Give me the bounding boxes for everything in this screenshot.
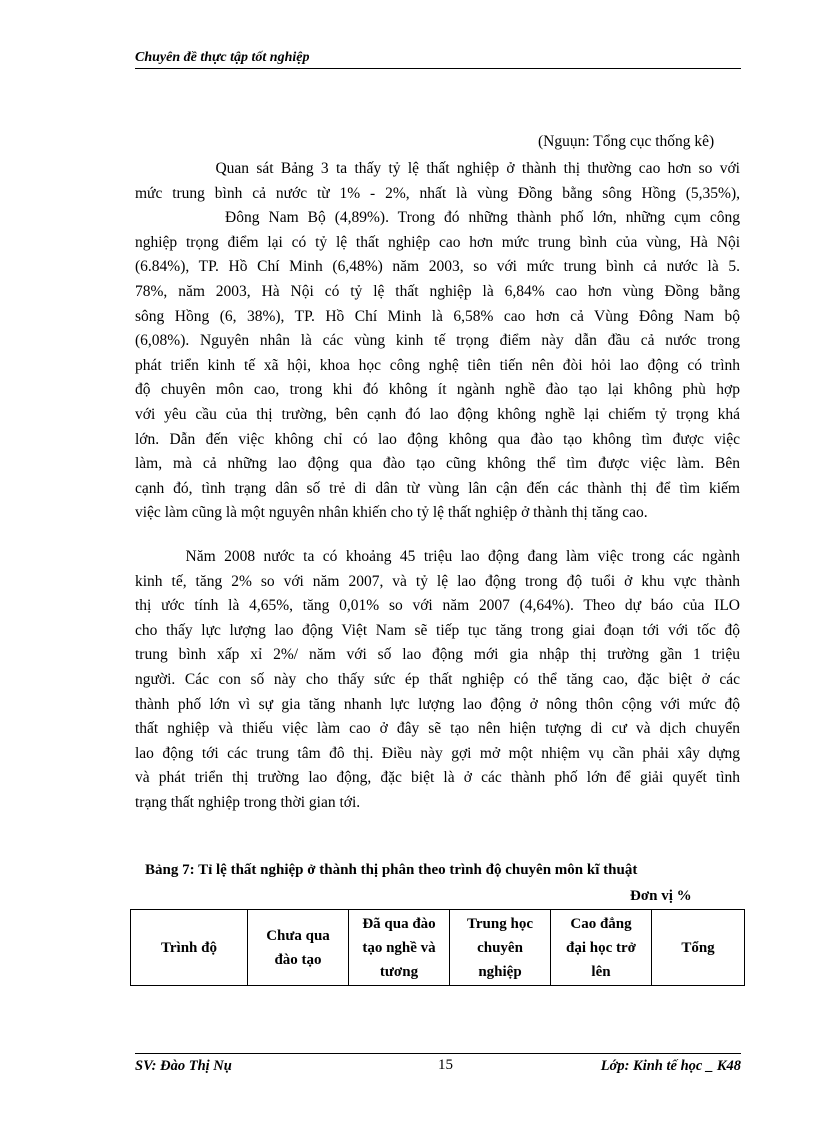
paragraph-1 [135, 157, 740, 526]
paragraph-2 [135, 545, 740, 816]
text-line: việc làm cũng là một nguyên nhân khiến cho tỷ lệ thất nghiệp ở thành thị tăng cao. [135, 504, 648, 522]
document-header: Chuyên đề thực tập tốt nghiệp [135, 50, 310, 65]
page-number: 15 [438, 1057, 453, 1073]
header-text: Tổng [681, 939, 715, 956]
table-header-row [131, 910, 745, 986]
text-line: (6,08%). Nguyên nhân là các vùng kinh tế trọng điểm này dẫn đầu cả nước trong [135, 332, 740, 350]
header-cell-vocational [349, 910, 450, 986]
footer-rule [135, 1053, 741, 1054]
text-line: lớn. Dẫn đến việc không chỉ có lao động không qua đào tạo không tìm được việc [135, 430, 740, 448]
text-line: (6.84%), TP. Hồ Chí Minh (6,48%) năm 2003, so với mức trung bình cả nước là 5. [135, 258, 740, 276]
table-title: Bảng 7: Tỉ lệ thất nghiệp ở thành thị phân theo trình độ chuyên môn kĩ thuật [145, 862, 638, 878]
header-rule [135, 68, 741, 69]
text-line: và phát triển thị trường lao động, đặc biệt là ở các thành phố lớn để giải quyết tình [135, 769, 740, 787]
text-line: độ chuyên môn cao, trong khi đó không ít ngành nghề đào tạo lại không phù hợp [135, 381, 740, 399]
header-cell-total [652, 910, 745, 986]
text-line: Quan sát Bảng 3 ta thấy tỷ lệ thất nghiệp ở thành thị thường cao hơn so với [135, 160, 740, 177]
header-text: Trung học [467, 915, 533, 932]
text-line: phát triển kinh tế xã hội, khoa học công nghệ tiên tiến nên đòi hỏi lao động có trình [135, 356, 740, 374]
header-text: nghiệp [478, 963, 522, 980]
header-text: chuyên [477, 939, 523, 956]
unemployment-table [130, 909, 745, 986]
text-line: người. Các con số này cho thấy sức ép thất nghiệp có thể tăng cao, đặc biệt ở các [135, 670, 740, 688]
text-line: thị ước tính là 4,65%, tăng 0,01% so với năm 2007 (4,64%). Theo dự báo của ILO [135, 597, 740, 615]
text-line: nghiệp trọng điểm lại có tỷ lệ thất nghiệp cao hơn mức trung bình của vùng, Hà Nội [135, 233, 740, 251]
header-cell-untrained [248, 910, 349, 986]
text-line: lao động tới các trung tâm đô thị. Điều này gợi mở một nhiệm vụ cần phải xây dựng [135, 744, 740, 762]
header-cell-level [131, 910, 248, 986]
header-text: tạo nghề và [362, 939, 436, 956]
header-text: Trình độ [161, 939, 217, 956]
header-cell-secondary [450, 910, 551, 986]
header-text: Cao đẳng [570, 915, 632, 932]
header-text: đại học trở [566, 939, 636, 956]
text-line: kinh tế, tăng 2% so với năm 2007, và tỷ lệ lao động trong độ tuổi ở khu vực thành [135, 572, 740, 590]
header-text: tương [379, 963, 419, 980]
footer-class: Lớp: Kinh tế học _ K48 [600, 1058, 741, 1074]
text-line: thất nghiệp và thiếu việc làm cao ở đây sẽ tạo nên hiện tượng di cư và dịch chuyển [135, 720, 740, 738]
text-line: làm, mà cả những lao động qua đào tạo cũng không thể tìm được việc làm. Bên [135, 455, 740, 473]
text-line: sông Hồng (6, 38%), TP. Hồ Chí Minh là 6,58% cao hơn cả Vùng Đông Nam bộ [135, 307, 740, 325]
text-line: cạnh đó, tình trạng dân số trẻ di dân từ vùng lân cận đến các thành thị để tìm kiếm [135, 479, 740, 497]
text-line: trung bình xấp xỉ 2%/ năm với số lao động mới gia nhập thị trường gần 1 triệu [135, 646, 740, 664]
text-line: Năm 2008 nước ta có khoảng 45 triệu lao động đang làm việc trong các ngành [135, 548, 740, 565]
text-line: trạng thất nghiệp trong thời gian tới. [135, 793, 361, 811]
header-text: Chưa qua [266, 927, 330, 944]
text-line: thành phố lớn vì sự gia tăng nhanh lực lượng lao động ở nông thôn cộng với mức độ [135, 695, 740, 713]
header-text: Đã qua đào [362, 915, 436, 932]
source-note: (Nguụn: Tổng cục thống kê) [538, 133, 715, 150]
text-line: mức trung bình cả nước từ 1% - 2%, nhất là vùng Đồng bằng sông Hồng (5,35%), [135, 184, 740, 202]
text-line: Đông Nam Bộ (4,89%). Trong đó những thành phố lớn, những cụm công [135, 209, 740, 227]
footer-student: SV: Đào Thị Nụ [135, 1058, 232, 1074]
text-line: với yêu cầu của thị trường, bên cạnh đó lao động không nghề lại chiếm tỷ trọng khá [135, 405, 740, 423]
text-line: 78%, năm 2003, Hà Nội có tỷ lệ thất nghiệp là 6,84% cao hơn vùng Đồng bằng [135, 282, 740, 300]
header-cell-college [551, 910, 652, 986]
table-unit: Đơn vị % [630, 888, 692, 904]
header-text: đào tạo [274, 951, 322, 968]
text-line: cho thấy lực lượng lao động Việt Nam sẽ tiếp tục tăng trong giai đoạn tới với tốc độ [135, 621, 740, 639]
header-text: lên [591, 963, 611, 980]
